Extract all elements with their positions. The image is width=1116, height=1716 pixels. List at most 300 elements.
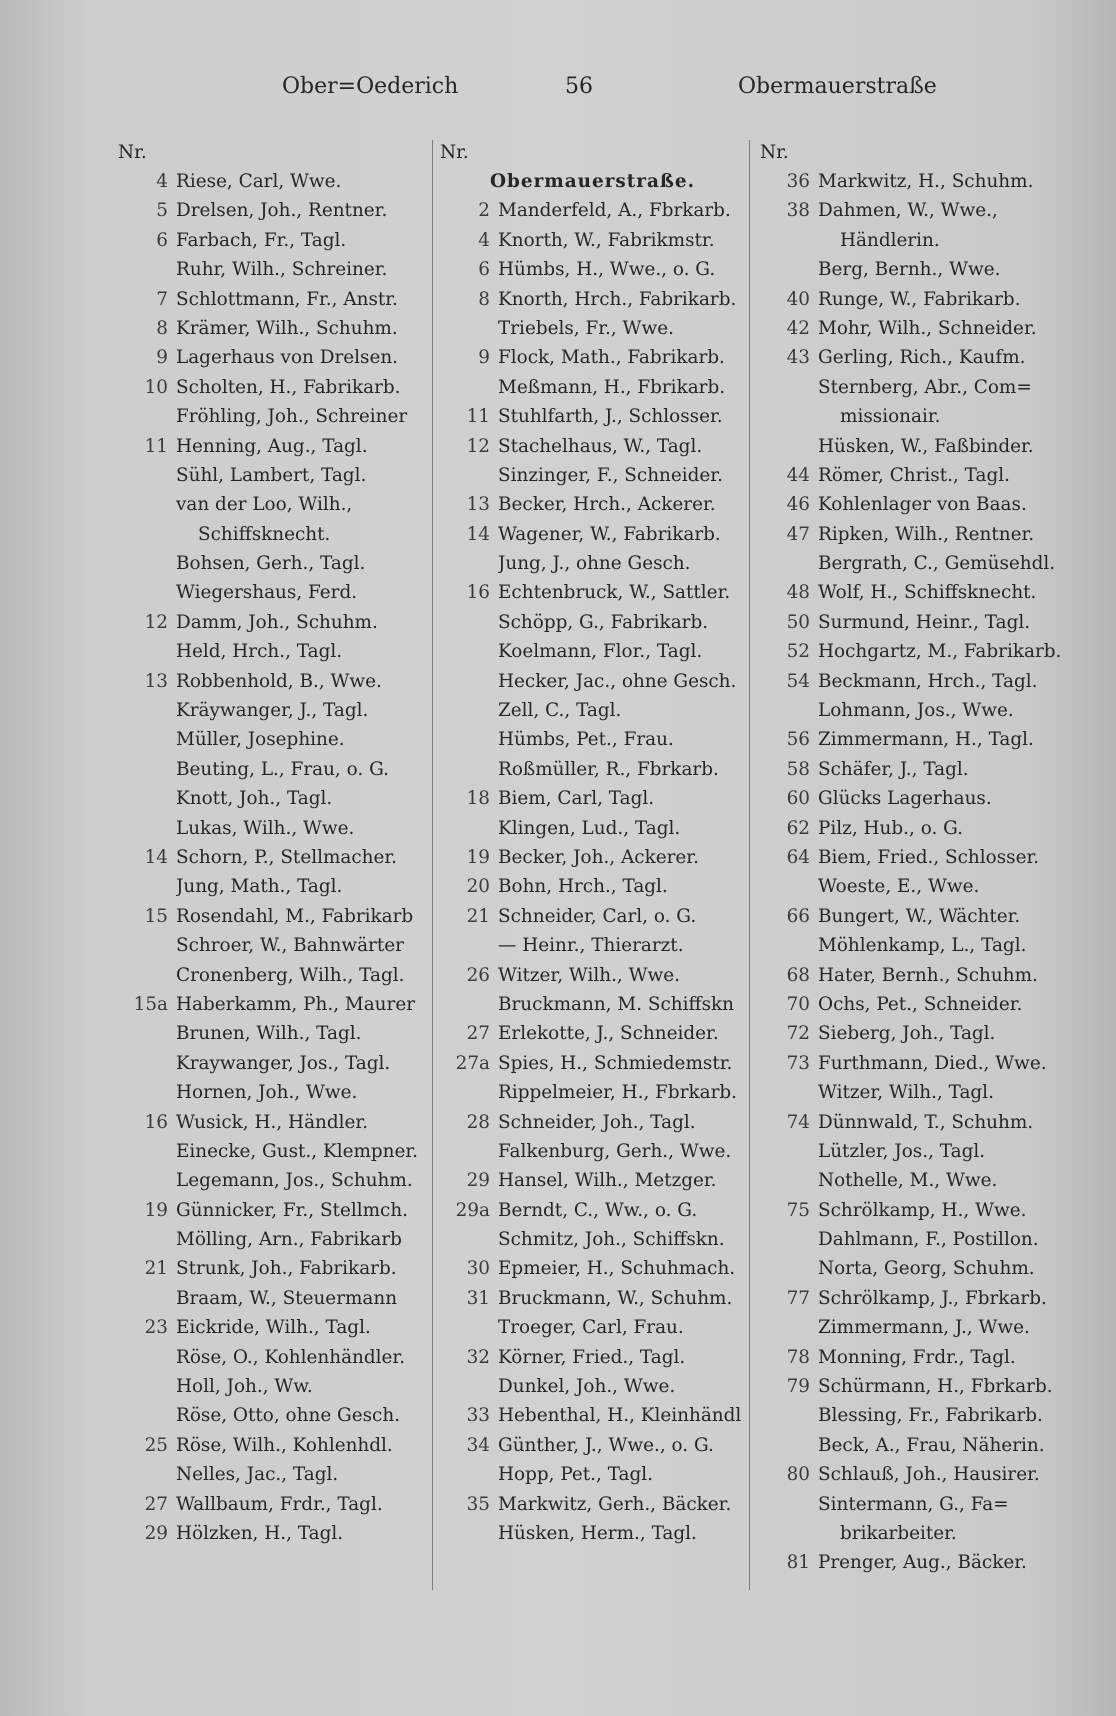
list-item <box>118 1460 428 1489</box>
resident-entry: Mölling, Arn., Fabrikarb <box>176 1229 402 1251</box>
nr-label: Nr. <box>118 142 147 163</box>
list-item <box>440 696 745 725</box>
resident-entry: Witzer, Wilh., Tagl. <box>818 1082 994 1104</box>
resident-entry: Schäfer, J., Tagl. <box>818 758 969 780</box>
house-number <box>760 1431 818 1460</box>
house-number <box>440 1519 498 1548</box>
list-item <box>440 902 745 931</box>
header-right: Obermauerstraße <box>738 74 937 99</box>
house-number: 80 <box>786 1464 810 1486</box>
house-number: 16 <box>144 1111 168 1133</box>
house-number: 30 <box>466 1258 490 1280</box>
list-item <box>440 1196 745 1225</box>
list-item <box>118 343 428 372</box>
resident-entry: Manderfeld, A., Fbrkarb. <box>498 200 731 222</box>
list-item <box>440 784 745 813</box>
list-item <box>440 608 745 637</box>
resident-entry: Prenger, Aug., Bäcker. <box>818 1552 1027 1574</box>
resident-entry: Möhlenkamp, L., Tagl. <box>818 935 1027 957</box>
resident-entry: Schroer, W., Bahnwärter <box>176 935 404 957</box>
list-item <box>118 490 428 519</box>
resident-entry: Römer, Christ., Tagl. <box>818 464 1010 486</box>
resident-entry: Stuhlfarth, J., Schlosser. <box>498 406 723 428</box>
resident-entry: Günther, J., Wwe., o. G. <box>498 1434 714 1456</box>
resident-entry: Woeste, E., Wwe. <box>818 876 980 898</box>
list-item <box>760 725 1090 754</box>
list-item <box>118 578 428 607</box>
resident-entry: Sintermann, G., Fa= <box>818 1493 1009 1515</box>
house-number <box>440 373 498 402</box>
resident-entry: Hopp, Pet., Tagl. <box>498 1464 654 1486</box>
resident-entry: Röse, Otto, ohne Gesch. <box>176 1405 401 1427</box>
house-number: 33 <box>466 1405 490 1427</box>
resident-entry: Nothelle, M., Wwe. <box>818 1170 998 1192</box>
house-number <box>760 1137 818 1166</box>
resident-entry: Schneider, Joh., Tagl. <box>498 1111 696 1133</box>
list-item <box>440 226 745 255</box>
list-item <box>440 490 745 519</box>
column-3 <box>760 138 1090 1578</box>
house-number <box>118 255 176 284</box>
list-item <box>118 843 428 872</box>
resident-entry: Schorn, P., Stellmacher. <box>176 846 398 868</box>
list-item <box>118 961 428 990</box>
column-1-rows <box>118 167 428 1548</box>
resident-entry: Hüsken, W., Faßbinder. <box>818 435 1034 457</box>
list-item <box>760 578 1090 607</box>
resident-entry: Dahlmann, F., Postillon. <box>818 1229 1039 1251</box>
list-item <box>118 755 428 784</box>
list-item <box>118 872 428 901</box>
list-item <box>118 1401 428 1430</box>
house-number <box>118 814 176 843</box>
list-item <box>118 402 428 431</box>
resident-entry: Farbach, Fr., Tagl. <box>176 229 347 251</box>
house-number: 64 <box>786 846 810 868</box>
column-divider <box>432 140 433 1590</box>
list-item <box>760 1284 1090 1313</box>
house-number: 6 <box>156 229 168 251</box>
house-number: 27a <box>455 1052 490 1074</box>
list-item <box>118 1019 428 1048</box>
list-item <box>118 314 428 343</box>
list-item <box>760 1196 1090 1225</box>
house-number <box>118 1343 176 1372</box>
list-item <box>440 1019 745 1048</box>
list-item <box>118 931 428 960</box>
house-number: 36 <box>786 171 810 192</box>
resident-entry: Wiegershaus, Ferd. <box>176 582 358 604</box>
resident-entry: Troeger, Carl, Frau. <box>498 1317 684 1339</box>
list-item <box>440 1049 745 1078</box>
list-item <box>118 814 428 843</box>
list-item <box>760 196 1090 225</box>
list-item <box>760 520 1090 549</box>
resident-entry: Biem, Carl, Tagl. <box>498 788 655 810</box>
resident-entry: Markwitz, H., Schuhm. <box>818 171 1034 192</box>
list-item <box>440 1108 745 1137</box>
resident-entry: Norta, Georg, Schuhm. <box>818 1258 1035 1280</box>
list-item <box>118 1166 428 1195</box>
list-item <box>760 1519 1090 1548</box>
list-item <box>760 961 1090 990</box>
resident-entry: Schmitz, Joh., Schiffskn. <box>498 1229 725 1251</box>
house-number <box>760 432 818 461</box>
list-item <box>118 1078 428 1107</box>
house-number <box>440 1313 498 1342</box>
house-number <box>440 755 498 784</box>
resident-entry: Dünnwald, T., Schuhm. <box>818 1111 1034 1133</box>
list-item <box>118 1196 428 1225</box>
list-item <box>760 1460 1090 1489</box>
house-number <box>440 725 498 754</box>
list-item <box>440 725 745 754</box>
list-item <box>760 755 1090 784</box>
resident-entry: Bruckmann, W., Schuhm. <box>498 1287 733 1309</box>
resident-entry: Riese, Carl, Wwe. <box>176 171 342 192</box>
list-item <box>760 1137 1090 1166</box>
list-item <box>118 990 428 1019</box>
list-item <box>440 872 745 901</box>
house-number: 13 <box>144 670 168 692</box>
house-number: 42 <box>786 317 810 339</box>
resident-entry: Hebenthal, H., Kleinhändl <box>498 1405 742 1427</box>
resident-entry: Wolf, H., Schiffsknecht. <box>818 582 1037 604</box>
house-number: 31 <box>466 1287 490 1309</box>
house-number: 8 <box>478 288 490 310</box>
house-number <box>118 1078 176 1107</box>
list-item <box>440 961 745 990</box>
resident-entry: Zimmermann, J., Wwe. <box>818 1317 1030 1339</box>
resident-entry: Haberkamm, Ph., Maurer <box>176 993 415 1015</box>
resident-entry: Koelmann, Flor., Tagl. <box>498 641 703 663</box>
list-item <box>760 549 1090 578</box>
house-number: 21 <box>144 1258 168 1280</box>
house-number: 10 <box>144 376 168 398</box>
list-item <box>760 1490 1090 1519</box>
resident-entry: Cronenberg, Wilh., Tagl. <box>176 964 405 986</box>
resident-entry: Berndt, C., Ww., o. G. <box>498 1199 698 1221</box>
house-number: 32 <box>466 1346 490 1368</box>
house-number <box>760 696 818 725</box>
resident-entry: Hüsken, Herm., Tagl. <box>498 1522 697 1544</box>
resident-entry: Echtenbruck, W., Sattler. <box>498 582 731 604</box>
list-item <box>760 1049 1090 1078</box>
list-item <box>760 667 1090 696</box>
resident-entry: Körner, Fried., Tagl. <box>498 1346 686 1368</box>
house-number: 81 <box>786 1552 810 1574</box>
list-item <box>760 1254 1090 1283</box>
resident-entry: Händlerin. <box>840 229 940 251</box>
house-number: 78 <box>786 1346 810 1368</box>
resident-entry: Henning, Aug., Tagl. <box>176 435 368 457</box>
list-item <box>440 1343 745 1372</box>
list-item <box>440 314 745 343</box>
column-divider <box>749 140 750 1590</box>
resident-entry: Röse, Wilh., Kohlenhdl. <box>176 1434 393 1456</box>
resident-entry: Eickride, Wilh., Tagl. <box>176 1317 371 1339</box>
house-number: 9 <box>478 347 490 369</box>
house-number: 66 <box>786 905 810 927</box>
house-number <box>440 1225 498 1254</box>
resident-entry: Bergrath, C., Gemüsehdl. <box>818 553 1056 575</box>
house-number <box>440 608 498 637</box>
resident-entry: Bohn, Hrch., Tagl. <box>498 876 668 898</box>
house-number <box>760 1313 818 1342</box>
resident-entry: Wallbaum, Frdr., Tagl. <box>176 1493 383 1515</box>
list-item <box>440 1401 745 1430</box>
resident-entry: Sieberg, Joh., Tagl. <box>818 1023 996 1045</box>
list-item <box>440 402 745 431</box>
column-3-rows <box>760 167 1090 1578</box>
resident-entry: Scholten, H., Fabrikarb. <box>176 376 401 398</box>
resident-entry: Robbenhold, B., Wwe. <box>176 670 382 692</box>
list-item <box>760 1401 1090 1430</box>
house-number: 20 <box>466 876 490 898</box>
house-number: 75 <box>786 1199 810 1221</box>
list-item <box>760 1343 1090 1372</box>
house-number: 12 <box>466 435 490 457</box>
resident-entry: Fröhling, Joh., Schreiner <box>176 406 408 428</box>
resident-entry: Klingen, Lud., Tagl. <box>498 817 681 839</box>
list-item <box>760 402 1090 431</box>
list-item <box>440 1254 745 1283</box>
list-item <box>760 432 1090 461</box>
resident-entry: Schlauß, Joh., Hausirer. <box>818 1464 1040 1486</box>
resident-entry: Einecke, Gust., Klempner. <box>176 1140 419 1162</box>
resident-entry: Braam, W., Steuermann <box>176 1287 398 1309</box>
list-item <box>118 432 428 461</box>
house-number: 26 <box>466 964 490 986</box>
house-number: 27 <box>144 1493 168 1515</box>
house-number <box>760 1401 818 1430</box>
resident-entry: Schürmann, H., Fbrkarb. <box>818 1376 1053 1398</box>
list-item <box>118 196 428 225</box>
house-number: 19 <box>144 1199 168 1221</box>
resident-entry: Schneider, Carl, o. G. <box>498 905 697 927</box>
house-number: 38 <box>786 200 810 222</box>
resident-entry: Ochs, Pet., Schneider. <box>818 993 1023 1015</box>
resident-entry: Erlekotte, J., Schneider. <box>498 1023 719 1045</box>
house-number <box>440 814 498 843</box>
house-number: 52 <box>786 641 810 663</box>
house-number: 9 <box>156 347 168 369</box>
house-number: 13 <box>466 494 490 516</box>
house-number: 77 <box>786 1287 810 1309</box>
house-number <box>118 1049 176 1078</box>
resident-entry: Wusick, H., Händler. <box>176 1111 369 1133</box>
house-number: 21 <box>466 905 490 927</box>
house-number <box>118 725 176 754</box>
list-item <box>118 1313 428 1342</box>
list-item <box>440 1431 745 1460</box>
list-item <box>118 1343 428 1372</box>
list-item <box>440 461 745 490</box>
list-item <box>440 578 745 607</box>
house-number <box>440 461 498 490</box>
house-number <box>440 549 498 578</box>
house-number <box>118 961 176 990</box>
house-number <box>118 1166 176 1195</box>
house-number: 73 <box>786 1052 810 1074</box>
list-item <box>760 1225 1090 1254</box>
resident-entry: Knorth, Hrch., Fabrikarb. <box>498 288 737 310</box>
resident-entry: Falkenburg, Gerh., Wwe. <box>498 1140 732 1162</box>
house-number <box>440 1078 498 1107</box>
house-number: 70 <box>786 993 810 1015</box>
resident-entry: Günnicker, Fr., Stellmch. <box>176 1199 409 1221</box>
list-item <box>118 167 428 196</box>
list-item <box>760 1108 1090 1137</box>
list-item <box>440 814 745 843</box>
list-item <box>440 667 745 696</box>
house-number <box>440 637 498 666</box>
resident-entry: Blessing, Fr., Fabrikarb. <box>818 1405 1043 1427</box>
resident-entry: Hater, Bernh., Schuhm. <box>818 964 1038 986</box>
house-number: 50 <box>786 611 810 633</box>
list-item <box>440 843 745 872</box>
resident-entry: Beckmann, Hrch., Tagl. <box>818 670 1038 692</box>
list-item <box>760 902 1090 931</box>
resident-entry: Biem, Fried., Schlosser. <box>818 846 1040 868</box>
resident-entry: Becker, Hrch., Ackerer. <box>498 494 716 516</box>
list-item <box>118 1225 428 1254</box>
house-number: 74 <box>786 1111 810 1133</box>
resident-entry: Bruckmann, M. Schiffskn <box>498 993 735 1015</box>
resident-entry: Spies, H., Schmiedemstr. <box>498 1052 733 1074</box>
list-item <box>760 490 1090 519</box>
list-item <box>440 1284 745 1313</box>
page-number: 56 <box>565 74 593 99</box>
house-number <box>118 931 176 960</box>
resident-entry: — Heinr., Thierarzt. <box>498 935 684 957</box>
list-item <box>118 285 428 314</box>
resident-entry: Strunk, Joh., Fabrikarb. <box>176 1258 397 1280</box>
nr-label: Nr. <box>760 142 789 163</box>
list-item <box>440 549 745 578</box>
resident-entry: Kräywanger, J., Tagl. <box>176 700 369 722</box>
list-item <box>118 1284 428 1313</box>
house-number <box>760 1519 818 1548</box>
list-item <box>118 1254 428 1283</box>
resident-entry: Schöpp, G., Fabrikarb. <box>498 611 709 633</box>
list-item <box>440 255 745 284</box>
list-item <box>118 1372 428 1401</box>
resident-entry: Sühl, Lambert, Tagl. <box>176 464 367 486</box>
house-number: 68 <box>786 964 810 986</box>
house-number: 58 <box>786 758 810 780</box>
house-number: 11 <box>466 406 490 428</box>
list-item <box>760 990 1090 1019</box>
house-number <box>440 1460 498 1489</box>
resident-entry: van der Loo, Wilh., <box>176 494 353 516</box>
resident-entry: Epmeier, H., Schuhmach. <box>498 1258 736 1280</box>
resident-entry: Bohsen, Gerh., Tagl. <box>176 553 366 575</box>
list-item <box>760 1166 1090 1195</box>
resident-entry: Witzer, Wilh., Wwe. <box>498 964 680 986</box>
house-number: 25 <box>144 1434 168 1456</box>
list-item <box>118 725 428 754</box>
list-item <box>440 1460 745 1489</box>
house-number: 60 <box>786 788 810 810</box>
house-number <box>118 696 176 725</box>
header-left: Ober=Oederich <box>282 74 459 99</box>
house-number <box>440 990 498 1019</box>
house-number <box>760 549 818 578</box>
house-number <box>118 1284 176 1313</box>
house-number: 7 <box>156 288 168 310</box>
house-number <box>760 402 818 431</box>
house-number: 54 <box>786 670 810 692</box>
resident-entry: Zimmermann, H., Tagl. <box>818 729 1034 751</box>
house-number <box>760 1225 818 1254</box>
resident-entry: Sternberg, Abr., Com= <box>818 376 1032 398</box>
resident-entry: Zell, C., Tagl. <box>498 700 622 722</box>
house-number <box>440 1372 498 1401</box>
list-item <box>118 696 428 725</box>
house-number <box>440 696 498 725</box>
house-number <box>118 755 176 784</box>
house-number: 29 <box>466 1170 490 1192</box>
house-number <box>760 1078 818 1107</box>
house-number <box>118 1460 176 1489</box>
list-item <box>118 1431 428 1460</box>
list-item <box>440 931 745 960</box>
house-number: 27 <box>466 1023 490 1045</box>
list-item <box>118 1490 428 1519</box>
house-number: 19 <box>466 846 490 868</box>
house-number <box>760 373 818 402</box>
house-number <box>118 1137 176 1166</box>
list-item <box>118 608 428 637</box>
list-item <box>760 784 1090 813</box>
column-2 <box>440 138 745 1548</box>
house-number: 14 <box>466 523 490 545</box>
house-number <box>118 784 176 813</box>
list-item <box>760 1078 1090 1107</box>
resident-entry: Hornen, Joh., Wwe. <box>176 1082 358 1104</box>
list-item <box>440 990 745 1019</box>
list-item <box>760 255 1090 284</box>
house-number: 11 <box>144 435 168 457</box>
resident-entry: Mohr, Wilh., Schneider. <box>818 317 1037 339</box>
resident-entry: Legemann, Jos., Schuhm. <box>176 1170 413 1192</box>
list-item <box>760 1548 1090 1577</box>
list-item <box>440 1313 745 1342</box>
list-item <box>760 343 1090 372</box>
list-item <box>118 1108 428 1137</box>
resident-entry: Hümbs, H., Wwe., o. G. <box>498 259 716 281</box>
house-number <box>760 931 818 960</box>
resident-entry: Damm, Joh., Schuhm. <box>176 611 378 633</box>
house-number <box>118 490 176 519</box>
house-number <box>118 637 176 666</box>
resident-entry: Drelsen, Joh., Rentner. <box>176 200 388 222</box>
list-item <box>118 1519 428 1548</box>
resident-entry: Becker, Joh., Ackerer. <box>498 846 699 868</box>
list-item <box>118 549 428 578</box>
house-number: 56 <box>786 729 810 751</box>
list-item <box>440 432 745 461</box>
resident-entry: Flock, Math., Fabrikarb. <box>498 347 725 369</box>
house-number: 12 <box>144 611 168 633</box>
list-item <box>760 872 1090 901</box>
list-item <box>118 461 428 490</box>
house-number: 48 <box>786 582 810 604</box>
resident-entry: Knorth, W., Fabrikmstr. <box>498 229 715 251</box>
house-number <box>440 1137 498 1166</box>
resident-entry: Lagerhaus von Drelsen. <box>176 347 399 369</box>
